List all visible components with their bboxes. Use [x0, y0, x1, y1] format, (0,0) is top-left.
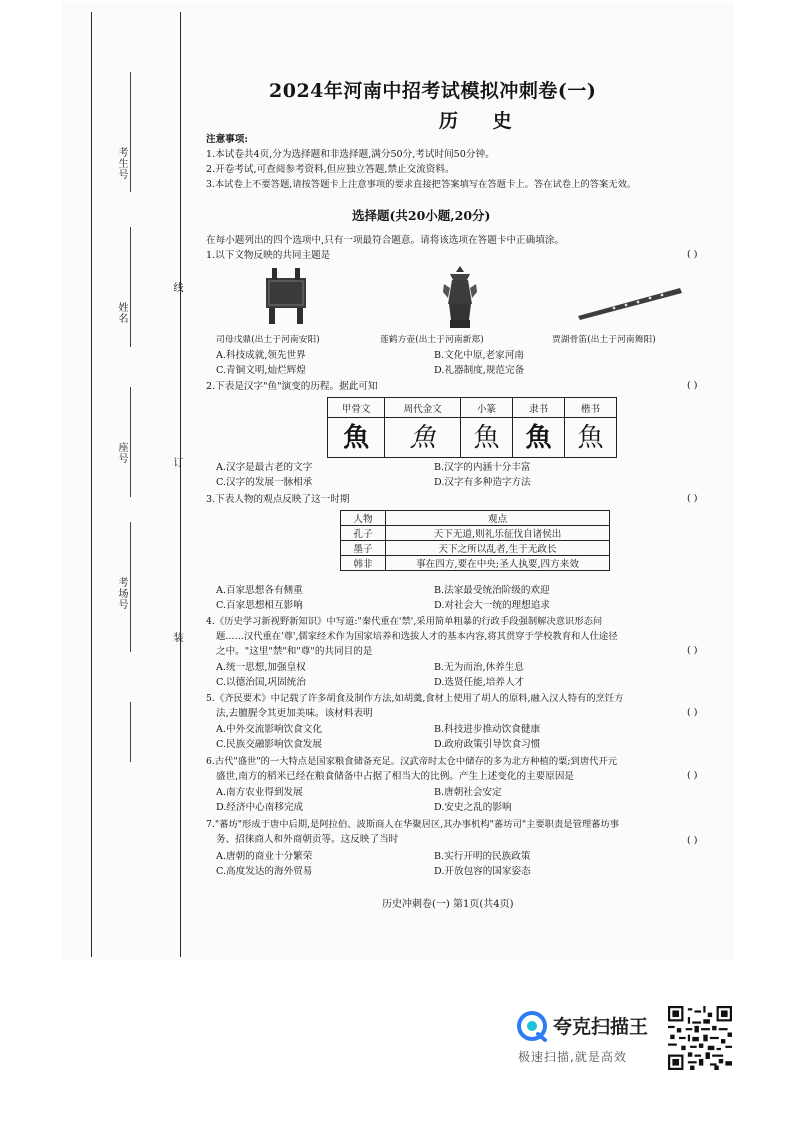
bone-flute-icon: [574, 280, 686, 322]
table-cell: 天下之所以乱者,生于无政长: [386, 541, 610, 556]
option: D.汉字有多种造字方法: [434, 477, 531, 488]
option: D.礼器制度,规范完备: [434, 365, 525, 376]
margin-label-exam-number: 考生号: [116, 147, 127, 180]
oracle-bone-glyph: 魚: [328, 418, 385, 458]
option: B.科技进步推动饮食健康: [434, 724, 541, 735]
margin-underline: [130, 702, 131, 762]
option: D.对社会大一统的理想追求: [434, 600, 550, 611]
option: A.百家思想各有侧重: [216, 585, 303, 596]
seal-glyph: 魚: [461, 418, 513, 458]
table-cell: 墨子: [341, 541, 386, 556]
option: D.选贤任能,培养人才: [434, 677, 525, 688]
section-intro: 在每小题列出的四个选项中,只有一项最符合题意。请将该选项在答题卡中正确填涂。: [206, 235, 565, 246]
margin-underline: [130, 522, 131, 652]
table-header: 人物: [341, 511, 386, 526]
option: D.安史之乱的影响: [434, 802, 512, 813]
ding-vessel-icon: [260, 266, 312, 326]
margin-underline: [130, 227, 131, 347]
scanner-brand: 夸克扫描王: [553, 1016, 649, 1038]
option: A.科技成就,领先世界: [216, 350, 306, 361]
cut-mark-install: 装: [171, 632, 182, 643]
table-cell: 事在四方,要在中央;圣人执要,四方来效: [386, 556, 610, 571]
subject-title: 历 史: [439, 110, 526, 132]
clerical-glyph: 魚: [513, 418, 565, 458]
option: A.统一思想,加强皇权: [216, 662, 306, 673]
margin-underline: [130, 387, 131, 497]
option: C.高度发达的海外贸易: [216, 866, 313, 877]
option: D.开放包容的国家姿态: [434, 866, 531, 877]
bronze-glyph: 魚: [385, 418, 461, 458]
option: B.无为而治,休养生息: [434, 662, 524, 673]
option: A.南方农业得到发展: [216, 787, 303, 798]
option: C.以德治国,巩固统治: [216, 677, 306, 688]
table-cell: 孔子: [341, 526, 386, 541]
question-7-stem: 务、招徕商人和外商朝贡等。这反映了当时: [216, 834, 399, 845]
option: C.民族交融影响饮食发展: [216, 739, 322, 750]
exam-sheet: [62, 2, 734, 960]
binding-line-outer: [91, 12, 92, 957]
answer-paren: ( ): [687, 249, 698, 260]
table-header: 周代金文: [385, 398, 461, 418]
option: A.中外交流影响饮食文化: [216, 724, 322, 735]
artifact-caption: 司母戊鼎(出土于河南安阳): [216, 335, 320, 345]
question-6-stem: 盛世,南方的稻米已经在粮食储备中占据了相当大的比例。产生上述变化的主要原因是: [216, 771, 575, 782]
answer-paren: ( ): [687, 707, 698, 718]
cut-mark-bind: 订: [171, 457, 182, 468]
option: B.实行开明的民族政策: [434, 851, 531, 862]
table-header: 小篆: [461, 398, 513, 418]
table-header: 隶书: [513, 398, 565, 418]
quark-scanner-logo-icon: [516, 1010, 548, 1042]
answer-paren: ( ): [687, 380, 698, 391]
cut-mark-line: 线: [171, 282, 182, 293]
notes-heading: 注意事项:: [206, 134, 248, 145]
table-header: 观点: [386, 511, 610, 526]
option: D.经济中心南移完成: [216, 802, 304, 813]
exam-title: 2024年河南中招考试模拟冲刺卷(一): [269, 80, 597, 102]
artifact-caption: 贾湖骨笛(出土于河南舞阳): [552, 335, 656, 345]
table-cell: 韩非: [341, 556, 386, 571]
option: D.政府政策引导饮食习惯: [434, 739, 541, 750]
note-item: 3.本试卷上不要答题,请按答题卡上注意事项的要求直接把答案填写在答题卡上。答在试卷上的答案无效。: [206, 179, 637, 190]
binding-line-inner: [180, 12, 181, 957]
scanner-slogan: 极速扫描,就是高效: [518, 1050, 627, 1064]
note-item: 2.开卷考试,可查阅参考资料,但应独立答题,禁止交流资料。: [206, 164, 455, 175]
section-title: 选择题(共20小题,20分): [352, 208, 491, 223]
question-5-stem: 5.《齐民要术》中记载了许多胡食及制作方法,如胡羹,食材上使用了胡人的原料,融入汉人特有的烹饪方: [206, 693, 624, 704]
option: B.文化中原,老家河南: [434, 350, 524, 361]
question-5-stem: 法,去膻腥令其更加美味。该材料表明: [216, 708, 373, 719]
margin-label-seat: 座号: [116, 442, 127, 464]
table-header: 甲骨文: [328, 398, 385, 418]
option: B.法家最受统治阶级的欢迎: [434, 585, 550, 596]
option: C.青铜文明,灿烂辉煌: [216, 365, 306, 376]
question-6-stem: 6.古代"盛世"的一大特点是国家粮食储备充足。汉武帝时太仓中储存的多为北方种植的粟;到唐代开元: [206, 756, 618, 767]
artifact-caption: 莲鹤方壶(出土于河南新郑): [380, 335, 484, 345]
table-header: 楷书: [564, 398, 616, 418]
question-4-stem: 4.《历史学习新视野新知识》中写道:"秦代重在'禁',采用简单粗暴的行政手段强制解决意识形态问: [206, 616, 603, 627]
answer-paren: ( ): [687, 770, 698, 781]
option: B.唐朝社会安定: [434, 787, 502, 798]
question-2-stem: 2.下表是汉字"鱼"演变的历程。据此可知: [206, 381, 378, 392]
question-7-stem: 7."蕃坊"形成于唐中后期,是阿拉伯、波斯商人在华聚居区,其办事机构"蕃坊司"主要职责是管理蕃坊事: [206, 819, 620, 830]
option: B.汉字的内涵十分丰富: [434, 462, 531, 473]
option: C.百家思想相互影响: [216, 600, 303, 611]
regular-glyph: 魚: [564, 418, 616, 458]
table-cell: 天下无道,则礼乐征伐自诸侯出: [386, 526, 610, 541]
question-1-stem: 1.以下文物反映的共同主题是: [206, 250, 331, 261]
viewpoints-table: [340, 510, 610, 571]
margin-label-room: 考场号: [116, 577, 127, 610]
page-footer: 历史冲刺卷(一) 第1页(共4页): [382, 899, 514, 910]
option: C.汉字的发展一脉相承: [216, 477, 313, 488]
note-item: 1.本试卷共4页,分为选择题和非选择题,满分50分,考试时间50分钟。: [206, 149, 495, 160]
fish-evolution-table: [327, 397, 617, 458]
question-3-stem: 3.下表人物的观点反映了这一时期: [206, 494, 350, 505]
option: A.唐朝的商业十分繁荣: [216, 851, 313, 862]
qr-code-icon[interactable]: [668, 1006, 732, 1070]
option: A.汉字是最古老的文字: [216, 462, 313, 473]
question-4-stem: 之中。"这里"禁"和"尊"的共同目的是: [216, 646, 373, 657]
margin-label-name: 姓名: [116, 302, 127, 324]
lotus-crane-pot-icon: [440, 264, 480, 330]
answer-paren: ( ): [687, 835, 698, 846]
margin-underline: [130, 72, 131, 192]
question-4-stem: 题……汉代重在'尊',儒家经术作为国家培养和选拔人才的基本内容,将其贯穿于学校教育和人仕途径: [216, 631, 618, 642]
answer-paren: ( ): [687, 493, 698, 504]
answer-paren: ( ): [687, 645, 698, 656]
